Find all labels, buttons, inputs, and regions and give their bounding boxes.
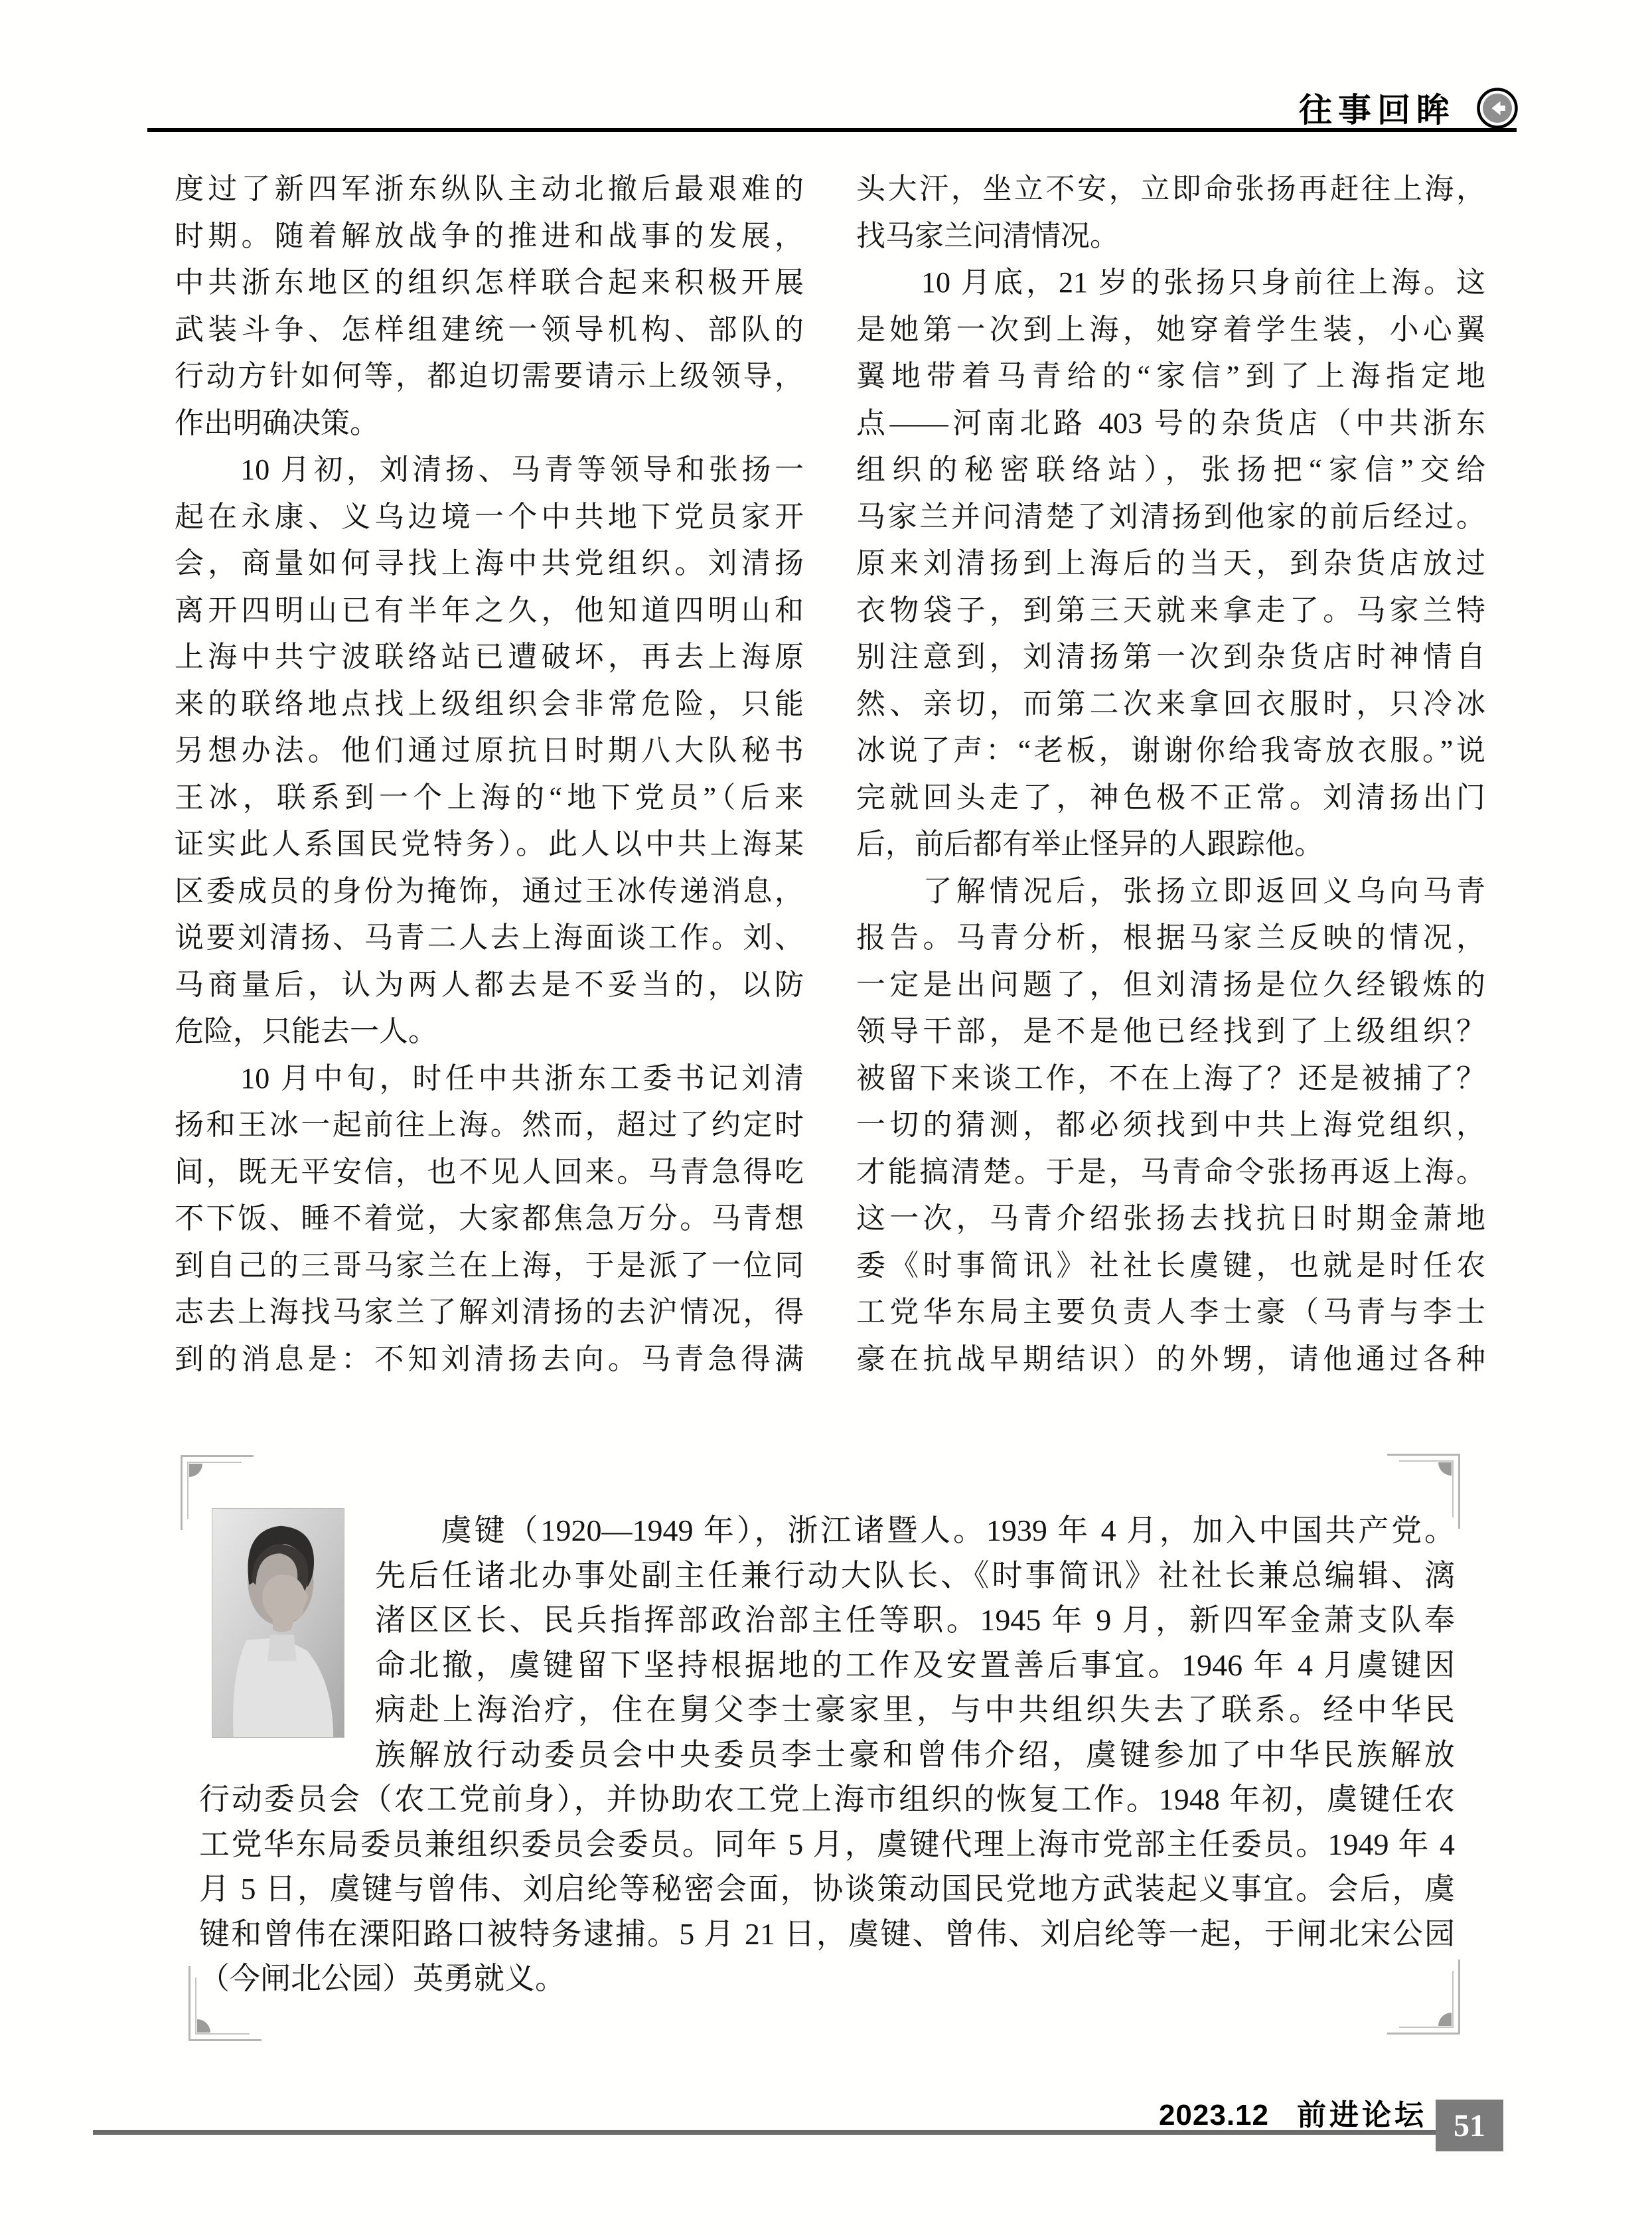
text-line: 另想办法。他们通过原抗日时期八大队秘书 [175, 734, 804, 767]
text-line: 离开四明山已有半年之久，他知道四明山和 [175, 593, 804, 627]
text-line: 来的联络地点找上级组织会非常危险，只能 [175, 687, 804, 720]
footer-issue: 2023.12 [1158, 2099, 1269, 2131]
bio-text-line: 月 5 日，虞键与曾伟、刘启纶等秘密会面，协谈策动国民党地方武装起义事宜。会后，虞 [199, 1872, 1455, 1906]
bio-text-line: 命北撤，虞键留下坚持根据地的工作及安置善后事宜。1946 年 4 月虞键因 [375, 1648, 1455, 1682]
text-line: 一定是出问题了，但刘清扬是位久经锻炼的 [856, 968, 1485, 1001]
text-line: 这一次，马青介绍张扬去找抗日时期金萧地 [856, 1202, 1485, 1235]
text-line: 时期。随着解放战争的推进和战事的发展， [175, 219, 804, 252]
text-line: 头大汗，坐立不安，立即命张扬再赶往上海， [856, 173, 1485, 205]
text-line: 马家兰并问清楚了刘清扬到他家的前后经过。 [856, 500, 1485, 533]
bio-text-line: 工党华东局委员兼组织委员会委员。同年 5 月，虞键代理上海市党部主任委员。1949 年 4 [199, 1827, 1455, 1861]
text-line: 才能搞清楚。于是，马青命令张扬再返上海。 [856, 1155, 1485, 1188]
text-line: 危险，只能去一人。 [175, 1015, 437, 1047]
text-line: 马商量后，认为两人都去是不妥当的，以防 [175, 968, 804, 1001]
text-line: 被留下来谈工作，不在上海了？还是被捕了？ [856, 1061, 1485, 1095]
text-line: 豪在抗战早期结识）的外甥，请他通过各种 [856, 1342, 1485, 1375]
article-left-column [175, 166, 804, 1383]
text-line: 点——河南北路 403 号的杂货店（中共浙东 [856, 406, 1485, 439]
bio-box-text [199, 1508, 1455, 2001]
page-number-badge [1436, 2100, 1503, 2151]
article-right-column [856, 166, 1485, 1383]
page-number: 51 [1454, 2108, 1485, 2143]
text-line: 武装斗争、怎样组建统一领导机构、部队的 [175, 313, 804, 346]
text-line: 完就回头走了，神色极不正常。刘清扬出门 [856, 781, 1485, 814]
text-line: 然、亲切，而第二次来拿回衣服时，只冷冰 [856, 687, 1485, 720]
text-line: 作出明确决策。 [175, 406, 379, 439]
text-line: 会，商量如何寻找上海中共党组织。刘清扬 [175, 547, 804, 579]
text-line: 志去上海找马家兰了解刘清扬的去沪情况，得 [175, 1296, 804, 1328]
text-line: 领导干部，是不是他已经找到了上级组织？ [856, 1015, 1485, 1047]
text-line: 到的消息是：不知刘清扬去向。马青急得满 [175, 1342, 804, 1375]
text-line: 10 月底，21 岁的张扬只身前往上海。这 [856, 266, 1485, 299]
text-line: 度过了新四军浙东纵队主动北撤后最艰难的 [175, 173, 804, 205]
text-line: 一切的猜测，都必须找到中共上海党组织， [856, 1109, 1485, 1141]
text-line: 报告。马青分析，根据马家兰反映的情况， [856, 921, 1485, 954]
text-line: 组织的秘密联络站），张扬把“家信”交给 [856, 453, 1485, 486]
bio-text-line: 病赴上海治疗，住在舅父李士豪家里，与中共组织失去了联系。经中华民 [375, 1693, 1455, 1727]
text-line: 王冰，联系到一个上海的“地下党员”（后来 [175, 781, 804, 814]
section-title: 往事回眸 [1299, 92, 1456, 129]
text-line: 工党华东局主要负责人李士豪（马青与李士 [856, 1296, 1485, 1328]
bio-text-line: 键和曾伟在溧阳路口被特务逮捕。5 月 21 日，虞键、曾伟、刘启纶等一起，于闸北宋公园 [199, 1916, 1455, 1951]
text-line: 间，既无平安信，也不见人回来。马青急得吃 [175, 1155, 804, 1188]
text-line: 上海中共宁波联络站已遭破坏，再去上海原 [175, 641, 804, 673]
text-line: 证实此人系国民党特务）。此人以中共上海某 [175, 828, 804, 860]
text-line: 委《时事简讯》社社长虞键，也就是时任农 [856, 1249, 1485, 1282]
bio-text-line: 行动委员会（农工党前身），并协助农工党上海市组织的恢复工作。1948 年初，虞键任农 [199, 1782, 1455, 1816]
bio-text-line: 渚区区长、民兵指挥部政治部主任等职。1945 年 9 月，新四军金萧支队奉 [375, 1603, 1455, 1637]
text-line: 是她第一次到上海，她穿着学生装，小心翼 [856, 313, 1485, 346]
text-line: 扬和王冰一起前往上海。然而，超过了约定时 [175, 1109, 804, 1141]
text-line: 说要刘清扬、马青二人去上海面谈工作。刘、 [175, 921, 804, 954]
footer-journal-name: 前进论坛 [1297, 2099, 1427, 2131]
text-line: 后，前后都有举止怪异的人跟踪他。 [856, 828, 1323, 860]
bio-text-line: 虞键（1920—1949 年），浙江诸暨人。1939 年 4 月，加入中国共产党。 [375, 1513, 1455, 1547]
bio-text-line: （今闸北公园）英勇就义。 [199, 1962, 565, 1995]
text-line: 衣物袋子，到第三天就来拿走了。马家兰特 [856, 593, 1485, 627]
text-line: 不下饭、睡不着觉，大家都焦急万分。马青想 [175, 1202, 804, 1235]
bio-text-line: 先后任诸北办事处副主任兼行动大队长、《时事简讯》社社长兼总编辑、漓 [375, 1558, 1455, 1592]
text-line: 行动方针如何等，都迫切需要请示上级领导， [175, 360, 804, 392]
bio-text-line: 族解放行动委员会中央委员李士豪和曾伟介绍，虞键参加了中华民族解放 [375, 1737, 1455, 1772]
text-line: 起在永康、义乌边境一个中共地下党员家开 [175, 500, 804, 533]
text-line: 10 月中旬，时任中共浙东工委书记刘清 [175, 1061, 804, 1095]
text-line: 找马家兰问清情况。 [856, 219, 1119, 252]
back-arrow-icon [1476, 87, 1519, 129]
text-line: 10 月初，刘清扬、马青等领导和张扬一 [175, 453, 804, 486]
text-line: 区委成员的身份为掩饰，通过王冰传递消息， [175, 874, 804, 907]
text-line: 到自己的三哥马家兰在上海，于是派了一位同 [175, 1249, 804, 1282]
text-line: 中共浙东地区的组织怎样联合起来积极开展 [175, 266, 804, 299]
text-line: 翼地带着马青给的“家信”到了上海指定地 [856, 360, 1485, 392]
text-line: 别注意到，刘清扬第一次到杂货店时神情自 [856, 641, 1485, 673]
footer-text [1159, 2091, 1427, 2133]
text-line: 原来刘清扬到上海后的当天，到杂货店放过 [856, 547, 1485, 579]
text-line: 冰说了声：“老板，谢谢你给我寄放衣服。”说 [856, 734, 1485, 767]
text-line: 了解情况后，张扬立即返回义乌向马青 [856, 874, 1485, 907]
